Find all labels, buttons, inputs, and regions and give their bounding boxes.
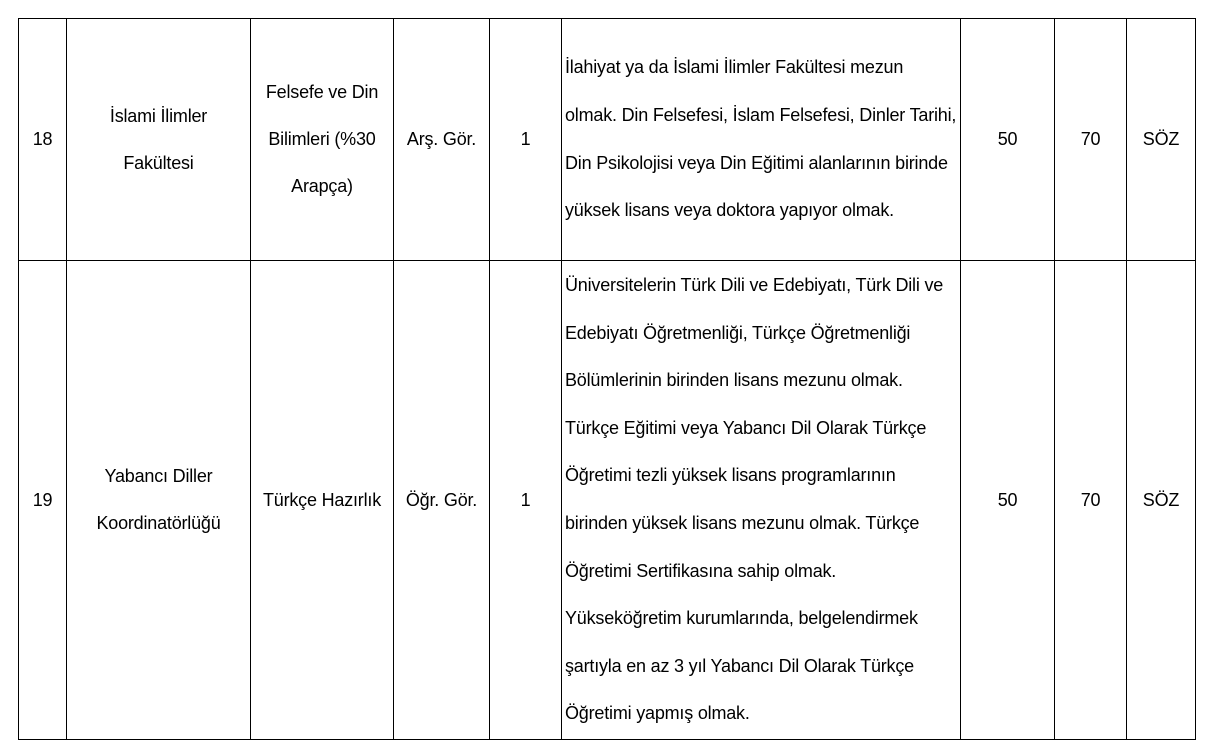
score-2-cell: 70: [1055, 19, 1127, 261]
requirements-cell: İlahiyat ya da İslami İlimler Fakültesi mezun olmak. Din Felsefesi, İslam Felsefesi, Dinler Tarihi, Din Psikolojisi veya Din Eğitimi alanlarının birinde yüksek lisans veya doktora yapıyor olmak.: [562, 19, 961, 261]
department-cell: Felsefe ve Din Bilimleri (%30 Arapça): [251, 19, 394, 261]
score-1-cell: 50: [961, 19, 1055, 261]
count-cell: 1: [490, 261, 562, 740]
count-cell: 1: [490, 19, 562, 261]
exam-type-cell: SÖZ: [1127, 19, 1196, 261]
unit-cell: Yabancı Diller Koordinatörlüğü: [67, 261, 251, 740]
department-cell: Türkçe Hazırlık: [251, 261, 394, 740]
requirements-cell: Üniversitelerin Türk Dili ve Edebiyatı, Türk Dili ve Edebiyatı Öğretmenliği, Türkçe Öğretmenliği Bölümlerinin birinden lisans mezunu olmak. Türkçe Eğitimi veya Yabancı Dil Olarak Türkçe Öğretimi tezli yüksek lisans programlarının birinden yüksek lisans mezunu olmak. Türkçe Öğretimi Sertifikasına sahip olmak. Yükseköğretim kurumlarında, belgelendirmek şartıyla en az 3 yıl Yabancı Dil Olarak Türkçe Öğretimi yapmış olmak.: [562, 261, 961, 740]
score-2-cell: 70: [1055, 261, 1127, 740]
score-1-cell: 50: [961, 261, 1055, 740]
positions-table: [18, 18, 1196, 740]
table-row: [19, 19, 1196, 261]
unit-cell: İslami İlimler Fakültesi: [67, 19, 251, 261]
title-cell: Öğr. Gör.: [394, 261, 490, 740]
title-cell: Arş. Gör.: [394, 19, 490, 261]
row-number: 19: [19, 261, 67, 740]
row-number: 18: [19, 19, 67, 261]
exam-type-cell: SÖZ: [1127, 261, 1196, 740]
table-row: [19, 261, 1196, 740]
